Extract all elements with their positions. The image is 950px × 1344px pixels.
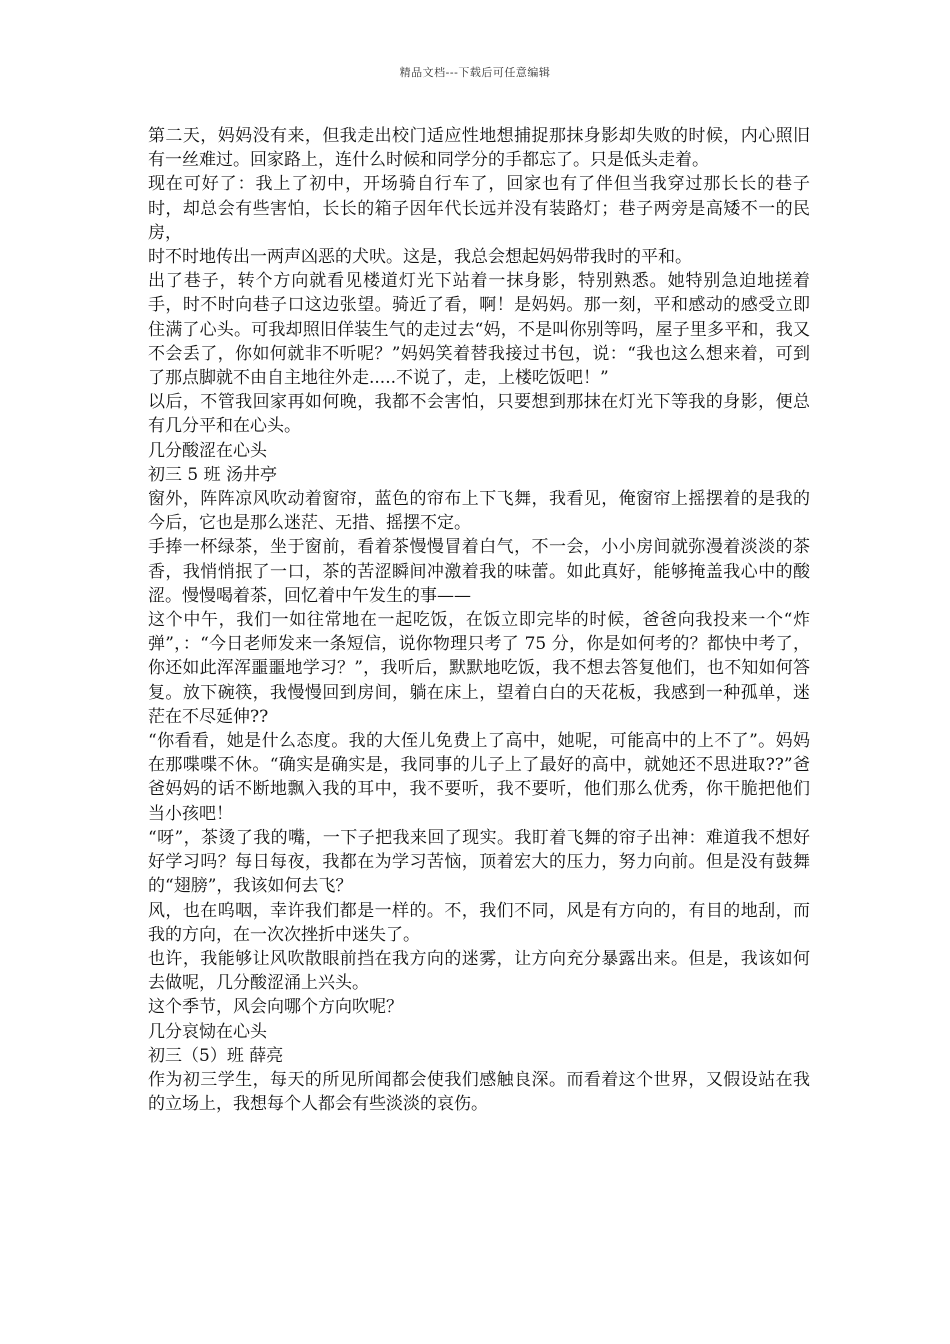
author-line: 初三（5）班 薛亮 xyxy=(148,1045,284,1066)
paragraph: 出了巷子，转个方向就看见楼道灯光下站着一抹身影，特别熟悉。她特别急迫地搓着手，时不时向巷子口这边张望。骑近了看，啊！是妈妈。那一刻，平和感动的感受立即住满了心头。可我却照旧佯装生气的走过去“妈，不是叫你别等吗，屋子里多平和，我又不会丢了，你如何就非不听呢？”妈妈笑着替我接过书包，说：“我也这么想来着，可到了那点脚就不由自主地往外走.....不说了，走，上楼吃饭吧！” xyxy=(148,271,810,389)
paragraph: 现在可好了：我上了初中，开场骑自行车了，回家也有了伴但当我穿过那长长的巷子时，却总会有些害怕，长长的箱子因年代长远并没有装路灯；巷子两旁是高矮不一的民房， xyxy=(148,174,810,243)
paragraph: 作为初三学生，每天的所见所闻都会使我们感触良深。而看着这个世界，又假设站在我的立场上，我想每个人都会有些淡淡的哀伤。 xyxy=(148,1069,810,1115)
page-header: 精品文档---下载后可任意编辑 xyxy=(399,66,551,79)
paragraph: “你看看，她是什么态度。我的大侄儿免费上了高中，她呢，可能高中的上不了”。妈妈在那喋喋不休。“确实是确实是，我同事的儿子上了最好的高中，就她还不思进取??”爸爸妈妈的话不断地飘入我的耳中，我不要听，我不要听，他们那么优秀，你干脆把他们当小孩吧！ xyxy=(148,731,810,824)
author-line: 初三 5 班 汤井亭 xyxy=(148,464,278,485)
paragraph: 以后，不管我回家再如何晚，我都不会害怕，只要想到那抹在灯光下等我的身影，便总有几分平和在心头。 xyxy=(148,392,810,437)
paragraph: 这个中午，我们一如往常地在一起吃饭，在饭立即完毕的时候，爸爸向我投来一个“炸弹”，：“今日老师发来一条短信，说你物理只考了 75 分，你是如何考的？都快中考了，你还如此浑浑噩噩地学习？”，我听后，默默地吃饭，我不想去答复他们，也不知如何答复。放下碗筷，我慢慢回到房间，躺在床上，望着白白的天花板，我感到一种孤单，迷茫在不尽延伸?? xyxy=(148,610,810,727)
paragraph: 也许，我能够让风吹散眼前挡在我方向的迷雾，让方向充分暴露出来。但是，我该如何去做呢，几分酸涩涌上兴头。 xyxy=(148,948,810,994)
document-body xyxy=(148,124,810,1116)
paragraph: 手捧一杯绿茶，坐于窗前，看着茶慢慢冒着白气，不一会，小小房间就弥漫着淡淡的茶香，我悄悄抿了一口，茶的苦涩瞬间冲激着我的味蕾。如此真好，能够掩盖我心中的酸涩。慢慢喝着茶，回忆着中午发生的事—— xyxy=(148,537,810,606)
paragraph: 第二天，妈妈没有来，但我走出校门适应性地想捕捉那抹身影却失败的时候，内心照旧有一丝难过。回家路上，连什么时候和同学分的手都忘了。只是低头走着。 xyxy=(148,126,810,171)
paragraph: 这个季节，风会向哪个方向吹呢？ xyxy=(148,997,403,1018)
section-title: 几分哀恸在心头 xyxy=(148,1021,267,1042)
paragraph: “呀”，茶烫了我的嘴，一下子把我来回了现实。我盯着飞舞的帘子出神：难道我不想好好学习吗？每日每夜，我都在为学习苦恼，顶着宏大的压力，努力向前。但是没有鼓舞的“翅膀”，我该如何去飞？ xyxy=(148,827,810,897)
paragraph: 风，也在呜咽，幸许我们都是一样的。不，我们不同，风是有方向的，有目的地刮，而我的方向，在一次次挫折中迷失了。 xyxy=(148,900,810,945)
section-title: 几分酸涩在心头 xyxy=(148,440,267,461)
paragraph: 窗外，阵阵凉风吹动着窗帘，蓝色的帘布上下飞舞，我看见，俺窗帘上摇摆着的是我的今后，它也是那么迷茫、无措、摇摆不定。 xyxy=(148,489,810,534)
paragraph: 时不时地传出一两声凶恶的犬吠。这是，我总会想起妈妈带我时的平和。 xyxy=(148,247,692,268)
